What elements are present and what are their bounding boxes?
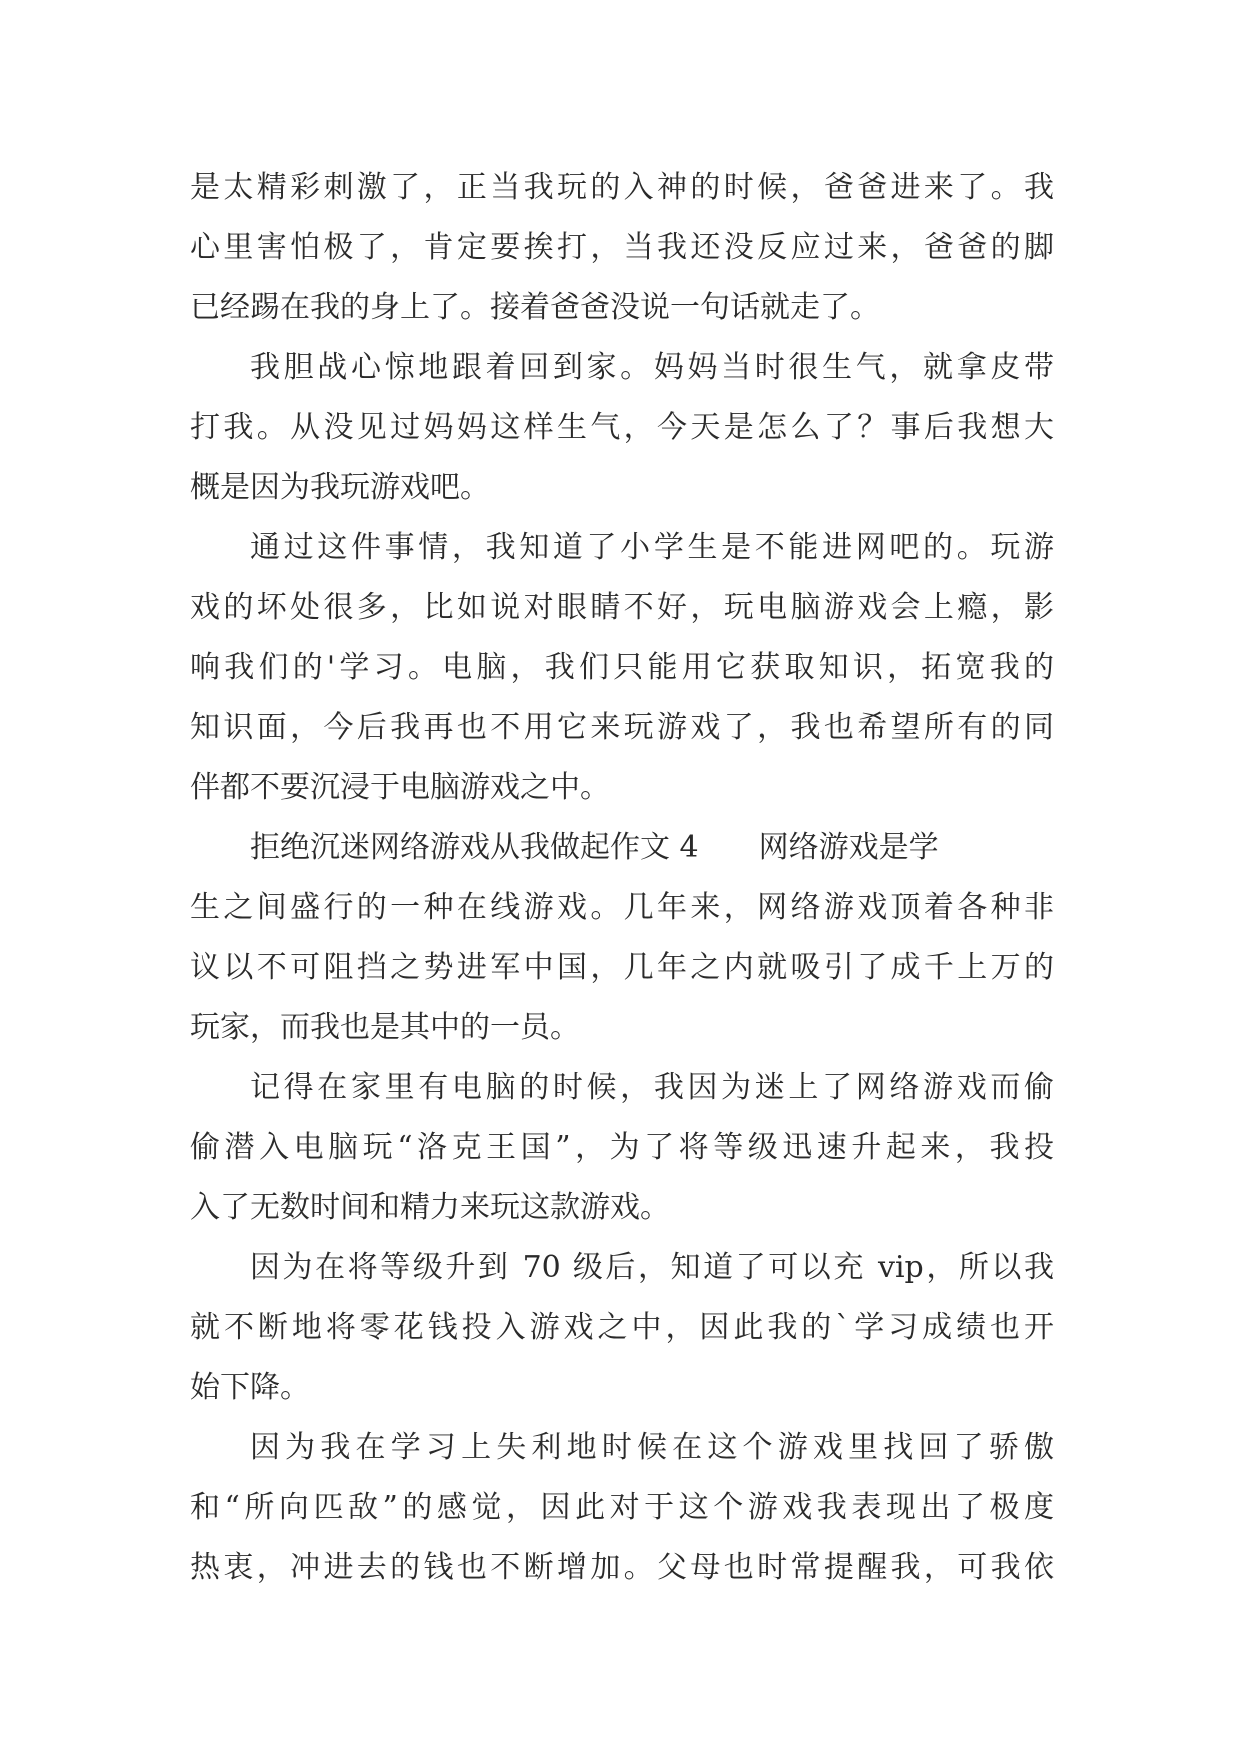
text-line: 伴都不要沉浸于电脑游戏之中。 [190,770,610,805]
paragraph-5 [190,1058,1054,1238]
text-line: 因为我在学习上失利地时候在这个游戏里找回了骄傲 [250,1430,1054,1465]
text-line: 生之间盛行的一种在线游戏。几年来，网络游戏顶着各种非 [190,890,1054,925]
text-line: 因为在将等级升到 70 级后，知道了可以充 vip，所以我 [250,1250,1054,1285]
paragraph-4 [190,818,1054,1058]
heading-line [190,818,1054,878]
essay-heading: 拒绝沉迷网络游戏从我做起作文 4 [250,830,699,865]
text-line: 知识面，今后我再也不用它来玩游戏了，我也希望所有的同 [190,710,1054,745]
text-line: 记得在家里有电脑的时候，我因为迷上了网络游戏而偷 [250,1070,1054,1105]
text-line: 戏的坏处很多，比如说对眼睛不好，玩电脑游戏会上瘾，影 [190,590,1054,625]
text-line: 我胆战心惊地跟着回到家。妈妈当时很生气，就拿皮带 [250,350,1054,385]
body-text [190,158,1054,1598]
text-line: 和“所向匹敌”的感觉，因此对于这个游戏我表现出了极度 [190,1490,1054,1525]
paragraph-3 [190,518,1054,818]
paragraph-7 [190,1418,1054,1598]
paragraph-1 [190,158,1054,338]
text-line: 偷潜入电脑玩“洛克王国”，为了将等级迅速升起来，我投 [190,1130,1054,1165]
text-line: 心里害怕极了，肯定要挨打，当我还没反应过来，爸爸的脚 [190,230,1054,265]
text-line: 议以不可阻挡之势进军中国，几年之内就吸引了成千上万的 [190,950,1054,985]
paragraph-6 [190,1238,1054,1418]
text-line: 已经踢在我的身上了。接着爸爸没说一句话就走了。 [190,290,880,325]
text-line: 热衷，冲进去的钱也不断增加。父母也时常提醒我，可我依 [190,1550,1054,1585]
text-line: 入了无数时间和精力来玩这款游戏。 [190,1190,670,1225]
text-line: 概是因为我玩游戏吧。 [190,470,490,505]
text-line: 玩家，而我也是其中的一员。 [190,1010,580,1045]
text-line: 通过这件事情，我知道了小学生是不能进网吧的。玩游 [250,530,1054,565]
text-line: 始下降。 [190,1370,310,1405]
heading-tail-text: 网络游戏是学 [758,830,939,865]
text-line: 响我们的'学习。电脑，我们只能用它获取知识，拓宽我的 [190,650,1054,685]
text-line: 打我。从没见过妈妈这样生气，今天是怎么了？事后我想大 [190,410,1054,445]
text-line: 就不断地将零花钱投入游戏之中，因此我的`学习成绩也开 [190,1310,1054,1345]
paragraph-2 [190,338,1054,518]
text-line: 是太精彩刺激了，正当我玩的入神的时候，爸爸进来了。我 [190,170,1054,205]
